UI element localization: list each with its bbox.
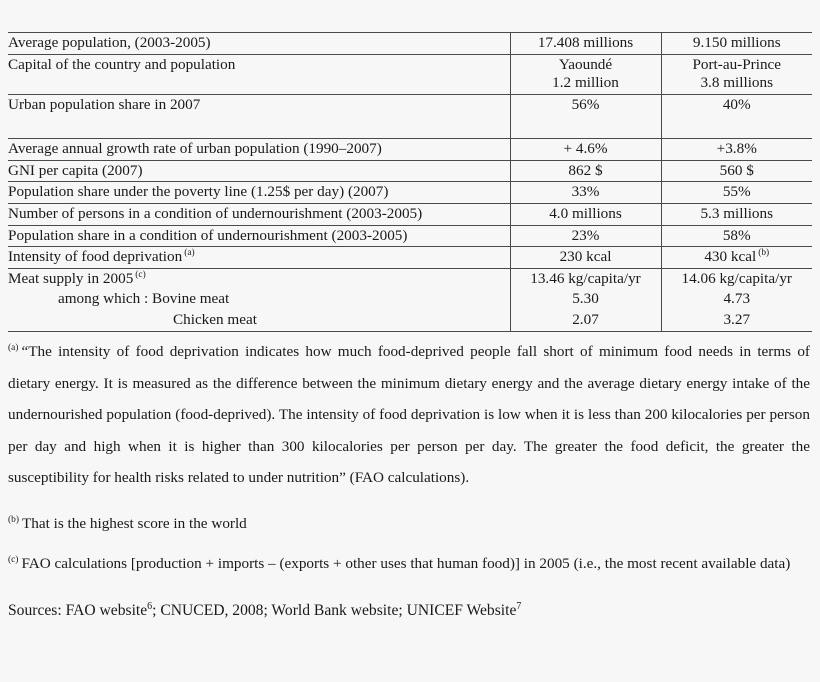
sources-middle: ; CNUCED, 2008; World Bank website; UNICEF Website [152, 602, 517, 620]
footnote-marker-b: (b) [758, 248, 770, 259]
row-value-col1: 56% [510, 95, 661, 139]
table-body [8, 33, 812, 332]
footnote-c-text: FAO calculations [production + imports – (exports + other uses that human food)] in 2005 (i.e., the most recent available data) [21, 554, 791, 572]
row-value-col1: 862 $ [510, 160, 661, 182]
row-label-text: Chicken meat [173, 311, 257, 329]
row-value-col2: 3.27 [661, 310, 812, 331]
value-line-1: Yaoundé [558, 55, 613, 73]
row-label: Urban population share in 2007 [8, 95, 510, 139]
row-label: Population share in a condition of undernourishment (2003-2005) [8, 225, 510, 247]
row-value-col2: 40% [661, 95, 812, 139]
row-value-col1: 230 kcal [510, 247, 661, 269]
row-value-col2: 14.06 kg/capita/yr [661, 268, 812, 289]
row-label-text: Intensity of food deprivation [8, 248, 183, 266]
row-label: GNI per capita (2007) [8, 160, 510, 182]
row-value-col1: 13.46 kg/capita/yr [510, 268, 661, 289]
footnote-b-marker: (b) [8, 514, 19, 525]
table-row [8, 310, 812, 331]
row-label: Average population, (2003-2005) [8, 33, 510, 55]
footnote-b-text: That is the highest score in the world [21, 515, 247, 533]
value-line-2: 3.8 millions [700, 73, 774, 91]
footnote-marker-a: (a) [184, 248, 195, 259]
value-line-1: Port-au-Prince [692, 55, 782, 73]
row-value-col1: 17.408 millions [510, 33, 661, 55]
table-row [8, 160, 812, 182]
row-value-col2: 5.3 millions [661, 203, 812, 225]
row-label [8, 247, 510, 269]
footnotes-section [8, 336, 810, 640]
statistics-table-wrapper [8, 32, 812, 332]
row-label: Population share under the poverty line (1.25$ per day) (2007) [8, 182, 510, 204]
row-value-col1: 23% [510, 225, 661, 247]
sources-superscript-2: 7 [516, 601, 522, 613]
row-value-col1: 33% [510, 182, 661, 204]
row-value-col2: 4.73 [661, 289, 812, 310]
footnote-a-text: “The intensity of food deprivation indicates how much food-deprived people fall short of minimum food needs in terms of dietary energy. It is measured as the difference between the minimum dietary energy and the average dietary energy intake of the undernourished population (food-deprived). The intensity of food deprivation is low when it is less than 200 kilocalories per person per day and high when it is higher than 300 kilocalories per person per day. The greater the food deficit, the greater the susceptibility for health risks related to under nutrition” (FAO calculations). [8, 343, 810, 487]
statistics-table [8, 32, 812, 332]
row-label: Number of persons in a condition of undernourishment (2003-2005) [8, 203, 510, 225]
table-row [8, 54, 812, 94]
value-text: 430 kcal [704, 248, 757, 266]
row-label-text: among which : Bovine meat [58, 290, 230, 308]
row-label-text: Meat supply in 2005 [8, 269, 134, 287]
row-label [8, 310, 510, 331]
footnote-a [8, 336, 810, 494]
row-label: Average annual growth rate of urban population (1990–2007) [8, 139, 510, 161]
sources-prefix: Sources: FAO website [8, 602, 148, 620]
table-row [8, 289, 812, 310]
table-row [8, 203, 812, 225]
row-value-col2: 560 $ [661, 160, 812, 182]
table-row [8, 33, 812, 55]
row-value-col2: 55% [661, 182, 812, 204]
sources-line [8, 599, 810, 624]
row-value-col2: 58% [661, 225, 812, 247]
row-value-col2 [661, 54, 812, 94]
row-value-col2: 9.150 millions [661, 33, 812, 55]
value-line-2: 1.2 million [552, 73, 619, 91]
row-value-col2 [661, 247, 812, 269]
row-label [8, 268, 510, 289]
footnote-c-marker: (c) [8, 554, 19, 565]
table-row [8, 182, 812, 204]
row-label: Capital of the country and population [8, 54, 510, 94]
row-label [8, 289, 510, 310]
row-value-col1: 4.0 millions [510, 203, 661, 225]
footnote-marker-c: (c) [135, 269, 146, 280]
table-row [8, 139, 812, 161]
row-value-col1: + 4.6% [510, 139, 661, 161]
row-value-col1 [510, 54, 661, 94]
row-value-col2: +3.8% [661, 139, 812, 161]
row-value-col1: 2.07 [510, 310, 661, 331]
row-value-col1: 5.30 [510, 289, 661, 310]
footnote-b [8, 508, 810, 540]
footnote-a-marker: (a) [8, 342, 19, 353]
table-row [8, 268, 812, 289]
table-row [8, 225, 812, 247]
footnote-c [8, 548, 810, 580]
table-row [8, 95, 812, 139]
table-row [8, 247, 812, 269]
sources-superscript-1: 6 [147, 601, 153, 613]
